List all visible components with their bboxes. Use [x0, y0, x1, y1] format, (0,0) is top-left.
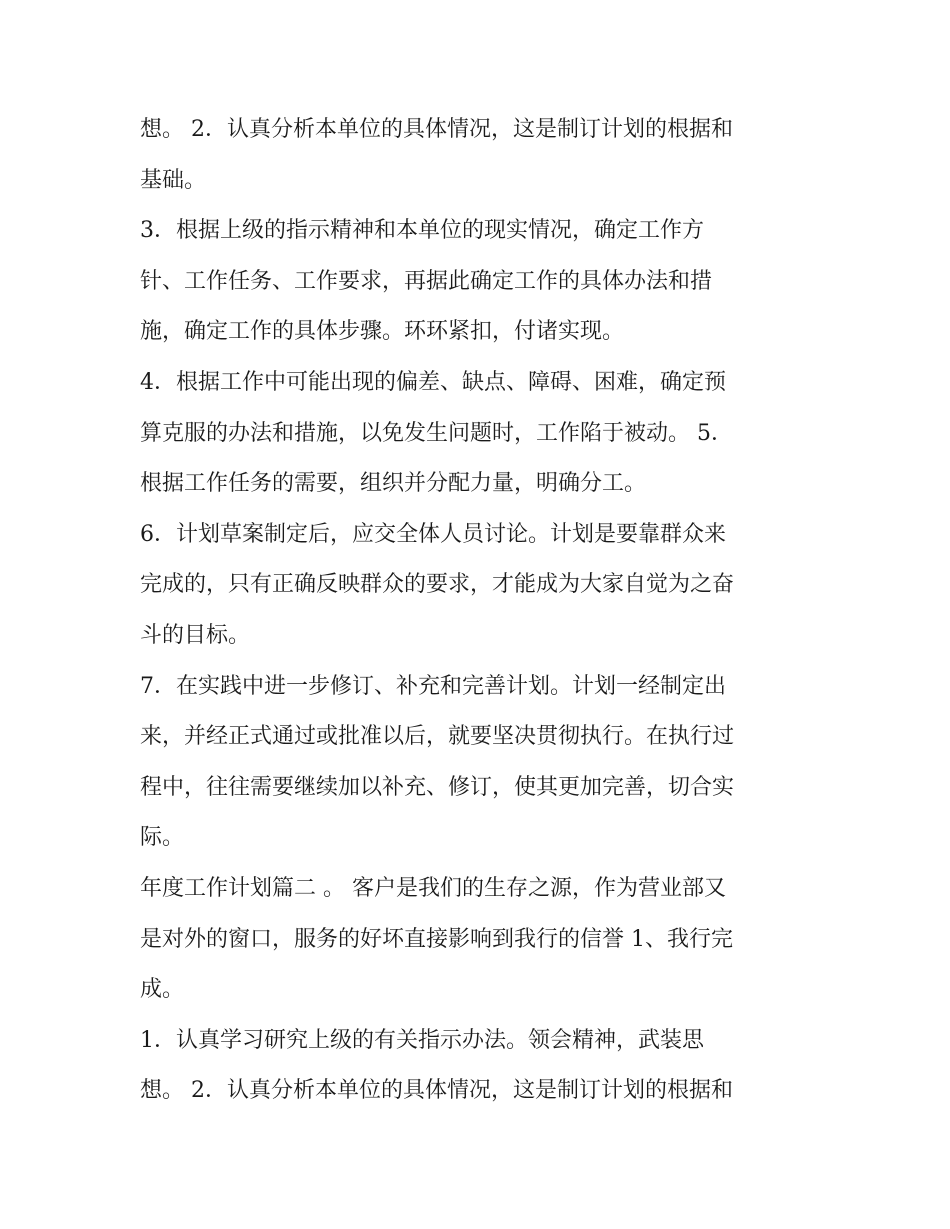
text-line: 想。 2．认真分析本单位的具体情况，这是制订计划的根据和: [140, 117, 733, 142]
text-line: 1．认真学习研究上级的有关指示办法。领会精神，武装思: [140, 1027, 704, 1053]
text-line: 斗的目标。: [140, 622, 251, 648]
text-line: 程中，往往需要继续加以补充、修订，使其更加完善，切合实: [140, 774, 735, 800]
text-line: 根据工作任务的需要，组织并分配力量，明确分工。: [140, 471, 647, 497]
text-line: 际。: [140, 825, 185, 851]
text-line: 3．根据上级的指示精神和本单位的现实情况，确定工作方: [140, 218, 704, 244]
text-line: 基础。: [140, 167, 207, 193]
text-line: 成。: [140, 977, 185, 1003]
text-line: 想。 2．认真分析本单位的具体情况，这是制订计划的根据和: [140, 1078, 733, 1104]
text-line: 针、工作任务、工作要求，再据此确定工作的具体办法和措: [140, 268, 713, 294]
text-line: 施，确定工作的具体步骤。环环紧扣，付诸实现。: [140, 319, 625, 345]
text-line: 完成的，只有正确反映群众的要求，才能成为大家自觉为之奋: [140, 572, 735, 598]
text-line: 7．在实践中进一步修订、补充和完善计划。计划一经制定出: [140, 673, 726, 699]
text-line: 4．根据工作中可能出现的偏差、缺点、障碍、困难，确定预: [140, 369, 726, 395]
text-line: 年度工作计划篇二 。 客户是我们的生存之源，作为营业部又: [140, 875, 726, 901]
text-line: 6．计划草案制定后，应交全体人员讨论。计划是要靠群众来: [140, 521, 726, 547]
text-line: 算克服的办法和措施，以免发生问题时，工作陷于被动。 5．: [140, 420, 733, 446]
text-line: 来，并经正式通过或批准以后，就要坚决贯彻执行。在执行过: [140, 724, 735, 750]
text-line: 是对外的窗口，服务的好坏直接影响到我行的信誉 1、我行完: [140, 926, 733, 952]
document-body: [140, 105, 820, 1117]
